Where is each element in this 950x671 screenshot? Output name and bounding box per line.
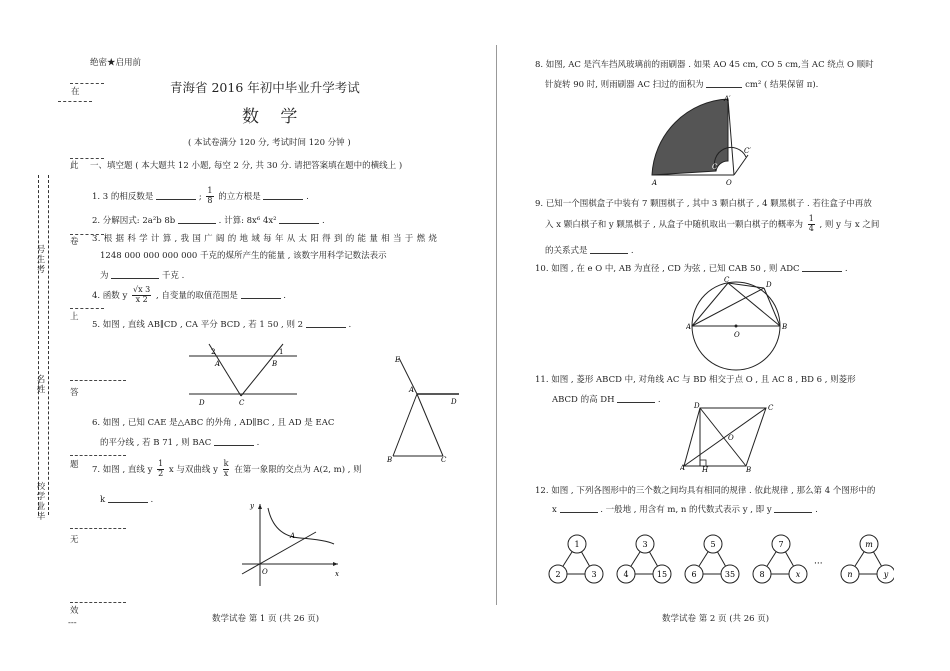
fig6-label-A: A bbox=[409, 386, 415, 394]
exam-info: ( 本试卷满分 120 分, 考试时间 120 分钟 ) bbox=[188, 138, 351, 148]
pattern-value-top: m bbox=[865, 540, 873, 549]
pattern-value-right: x bbox=[795, 570, 801, 579]
fig7-label-A: A bbox=[290, 532, 296, 540]
answer-blank[interactable] bbox=[263, 190, 303, 200]
answer-blank[interactable] bbox=[590, 244, 628, 254]
question-7: 7. 如图 , 直线 y $\frac{1}{2}$ x 与双曲线 y $\frac{k}{x}$ 在第一象限的交点为 A(2, m) , 则 bbox=[92, 459, 362, 478]
question-8-line2: 针旋转 90 时, 则雨刷器 AC 扫过的面积为 cm² ( 结果保留 π). bbox=[545, 80, 819, 90]
binding-line bbox=[70, 83, 104, 84]
fig11-label-C: C bbox=[768, 404, 774, 412]
fig6-label-E: E bbox=[395, 356, 401, 364]
binding-line bbox=[70, 602, 126, 603]
pattern-value-left: 8 bbox=[759, 570, 765, 579]
pattern-value-right: 15 bbox=[656, 570, 668, 579]
exam-title: 青海省 2016 年初中毕业升学考试 bbox=[170, 80, 360, 95]
fig5-label-D: D bbox=[199, 399, 205, 407]
pattern-value-left: 4 bbox=[623, 570, 629, 579]
fig11-label-H: H bbox=[702, 466, 709, 472]
fig6-label-D: D bbox=[451, 398, 457, 406]
school-label: 校学业毕 bbox=[36, 482, 46, 522]
fig6-label-C: C bbox=[441, 456, 447, 464]
pattern-value-left: n bbox=[847, 570, 853, 579]
binding-char-ci: 此 bbox=[70, 161, 79, 171]
fig8-label-C-prime: C′ bbox=[744, 147, 751, 155]
page-footer-2: 数学试卷 第 2 页 (共 26 页) bbox=[662, 614, 770, 624]
figure-8-wiper bbox=[648, 93, 758, 188]
question-6-line1: 6. 如图 , 已知 CAE 是△ABC 的外角 , AD∥BC , 且 AD 是 EAC bbox=[92, 418, 335, 428]
fig10-label-C: C bbox=[724, 276, 730, 284]
pattern-value-top: 3 bbox=[642, 540, 648, 549]
answer-blank[interactable] bbox=[156, 190, 196, 200]
question-12-line1: 12. 如图 , 下列各图形中的三个数之间均具有相同的规律 . 依此规律 , 那么第 4 个图形中的 bbox=[535, 486, 876, 496]
fig7-label-O: O bbox=[262, 568, 268, 576]
answer-blank[interactable] bbox=[279, 214, 319, 224]
binding-vertical-line bbox=[48, 175, 50, 515]
pattern-value-left: 6 bbox=[691, 570, 697, 579]
subject-title: 数 学 bbox=[242, 107, 306, 127]
question-2: 2. 分解因式: 2a²b 8b . 计算: 8x⁶ 4x² . bbox=[92, 216, 325, 226]
binding-vertical-line bbox=[38, 175, 40, 515]
question-11-line1: 11. 如图 , 菱形 ABCD 中, 对角线 AC 与 BD 相交于点 O , 且 AC 8 , BD 6 , 则菱形 bbox=[535, 375, 856, 385]
question-3-line3: 为 千克 . bbox=[100, 271, 185, 281]
binding-char-zai: 在 bbox=[71, 87, 80, 97]
answer-blank[interactable] bbox=[706, 78, 742, 88]
binding-char-shang: 上 bbox=[70, 312, 79, 322]
binding-dashes: --- bbox=[68, 618, 77, 628]
fig5-label-1: 1 bbox=[279, 348, 284, 356]
answer-blank[interactable] bbox=[802, 262, 842, 272]
answer-blank[interactable] bbox=[241, 289, 281, 299]
answer-blank[interactable] bbox=[617, 393, 655, 403]
pattern-value-top: 1 bbox=[574, 540, 580, 549]
pattern-value-left: 2 bbox=[555, 570, 561, 579]
fig5-label-A: A bbox=[215, 360, 221, 368]
binding-char-wu: 无 bbox=[70, 535, 79, 545]
pattern-figure-3 bbox=[685, 535, 739, 583]
fig10-label-D: D bbox=[766, 281, 772, 289]
pattern-figure-4 bbox=[753, 535, 807, 583]
fig5-label-B: B bbox=[272, 360, 278, 368]
fig11-label-O: O bbox=[728, 434, 734, 442]
page-divider bbox=[496, 45, 497, 605]
answer-blank[interactable] bbox=[560, 503, 598, 513]
question-3-line1: 3. 根 据 科 学 计 算 , 我 国 广 阔 的 地 域 每 年 从 太 阳 得 到 的 能 量 相 当 于 燃 烧 bbox=[92, 234, 438, 244]
figure-5-parallel-lines bbox=[187, 330, 299, 410]
fig8-label-A: A bbox=[652, 179, 658, 187]
question-11-line2: ABCD 的高 DH . bbox=[552, 395, 661, 405]
fig11-label-B: B bbox=[746, 466, 752, 472]
fraction: $\frac{1}{2}$ bbox=[158, 459, 164, 478]
question-5: 5. 如图 , 直线 AB∥CD , CA 平分 BCD , 若 1 50 , 则 2 . bbox=[92, 320, 352, 330]
question-1: 1. 3 的相反数是 ; $\frac{1}{8}$ 的立方根是 . bbox=[92, 186, 309, 205]
binding-line bbox=[70, 158, 104, 159]
fraction: $\frac{1}{8}$ bbox=[207, 186, 213, 205]
fig5-label-2: 2 bbox=[211, 348, 216, 356]
pattern-value-right: y bbox=[883, 570, 889, 579]
figure-11-rhombus bbox=[680, 400, 780, 472]
fig7-label-x: x bbox=[335, 570, 339, 578]
answer-blank[interactable] bbox=[214, 436, 254, 446]
pattern-value-top: 7 bbox=[778, 540, 784, 549]
binding-char-juan: 卷 bbox=[70, 237, 79, 247]
name-label: 名姓 bbox=[36, 375, 46, 395]
pattern-value-top: 5 bbox=[710, 540, 716, 549]
pattern-value-right: 3 bbox=[591, 570, 597, 579]
answer-blank[interactable] bbox=[306, 318, 346, 328]
figure-7-graph bbox=[238, 500, 343, 588]
question-4: 4. 函数 y $\frac{√x 3}{x 2}$ , 自变量的取值范围是 . bbox=[92, 285, 286, 304]
pattern-figure-1 bbox=[549, 535, 603, 583]
fig10-label-B: B bbox=[782, 323, 788, 331]
pattern-figure-2 bbox=[617, 535, 671, 583]
binding-line bbox=[70, 308, 104, 309]
fig8-label-C: C bbox=[712, 163, 718, 171]
figure-10-circle bbox=[686, 274, 791, 372]
question-12-pattern-figures bbox=[544, 530, 894, 588]
question-9-line3: 的关系式是 . bbox=[545, 246, 634, 256]
fig10-label-O: O bbox=[734, 331, 740, 339]
answer-blank[interactable] bbox=[108, 493, 148, 503]
question-9-line2: 入 x 颗白棋子和 y 颗黑棋子 , 从盒子中随机取出一颗白棋子的概率为 $\frac{1}{4}$ , 则 y 与 x 之间 bbox=[545, 214, 880, 233]
question-12-line2: x . 一般地 , 用含有 m, n 的代数式表示 y , 即 y . bbox=[552, 505, 818, 515]
question-8-line1: 8. 如图, AC 是汽车挡风玻璃前的雨刷器 . 如果 AO 45 cm, CO 5 cm,当 AC 绕点 O 顺时 bbox=[535, 60, 874, 70]
question-9-line1: 9. 已知一个围棋盒子中装有 7 颗围棋子 , 其中 3 颗白棋子 , 4 颗黑棋子 . 若往盒子中再放 bbox=[535, 199, 872, 209]
binding-line bbox=[58, 101, 92, 102]
question-6-line2: 的平分线 , 若 B 71 , 则 BAC . bbox=[100, 438, 260, 448]
question-7-line2: k . bbox=[100, 495, 154, 505]
fig7-label-y: y bbox=[250, 502, 254, 510]
answer-blank[interactable] bbox=[111, 269, 159, 279]
fig11-label-D: D bbox=[694, 402, 700, 410]
figure-6-triangle bbox=[385, 354, 460, 464]
binding-char-ti: 题 bbox=[70, 460, 79, 470]
pattern-value-right: 35 bbox=[724, 570, 736, 579]
fig8-label-O: O bbox=[726, 179, 732, 187]
pattern-figure-5 bbox=[841, 535, 894, 583]
question-3-line2: 1248 000 000 000 000 千克的煤所产生的能量 , 该数字用科学记数法表示 bbox=[100, 251, 387, 261]
page-footer-1: 数学试卷 第 1 页 (共 26 页) bbox=[212, 614, 320, 624]
pattern-ellipsis: ··· bbox=[814, 559, 823, 569]
binding-char-da: 答 bbox=[70, 388, 79, 398]
exam-number-label: 号生考 bbox=[36, 245, 46, 275]
answer-blank[interactable] bbox=[774, 503, 812, 513]
answer-blank[interactable] bbox=[178, 214, 216, 224]
fraction: $\frac{k}{x}$ bbox=[223, 459, 229, 478]
fraction: $\frac{1}{4}$ bbox=[808, 214, 814, 233]
binding-line bbox=[70, 380, 126, 381]
fig10-label-A: A bbox=[686, 323, 692, 331]
section-heading: 一、填空题 ( 本大题共 12 小题, 每空 2 分, 共 30 分. 请把答案填在题中的横线上 ) bbox=[90, 161, 403, 171]
fraction: $\frac{√x 3}{x 2}$ bbox=[133, 285, 151, 304]
fig8-label-A-prime: A′ bbox=[724, 95, 731, 103]
binding-line bbox=[70, 528, 126, 529]
binding-line bbox=[70, 455, 126, 456]
question-10: 10. 如图 , 在 e O 中, AB 为直径 , CD 为弦 , 已知 CAB 50 , 则 ADC . bbox=[535, 264, 848, 274]
fig5-label-C: C bbox=[239, 399, 245, 407]
secret-label: 绝密★启用前 bbox=[90, 58, 142, 68]
fig11-label-A: A bbox=[680, 464, 686, 472]
fig6-label-B: B bbox=[387, 456, 393, 464]
binding-char-xiao: 效 bbox=[70, 606, 79, 616]
